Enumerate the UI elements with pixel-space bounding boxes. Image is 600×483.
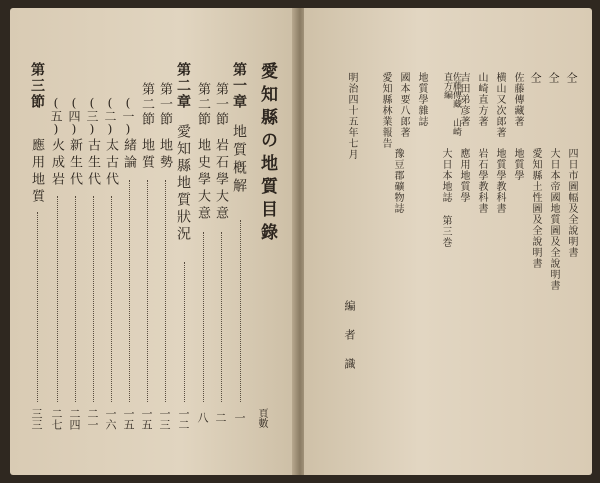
toc-entry-heading: 第二節: [139, 82, 154, 127]
toc-leader: [184, 262, 185, 402]
toc-entry-text: 地質: [139, 138, 154, 172]
toc-leader: [57, 196, 58, 402]
reference-author: 國本要八郎著: [398, 72, 409, 138]
toc-entry-heading: 第二節: [195, 82, 210, 127]
toc-leader: [75, 196, 76, 402]
toc-page-number: 二: [214, 412, 227, 423]
toc-entry-text: 緒論: [121, 138, 136, 172]
reference-author: 佐藤傳藏 山崎直方編: [442, 72, 461, 136]
toc-page-number: 一五: [122, 408, 135, 430]
reference-title: 地質學教科書: [494, 148, 505, 214]
toc-entry-text: 太古代: [103, 138, 118, 189]
toc-entry-text: 愛知縣地質狀況: [175, 124, 191, 243]
toc-leader: [37, 212, 38, 402]
ditto-mark: 仝: [547, 72, 560, 83]
toc-entry-text: 古生代: [85, 138, 100, 189]
toc-page-number: 二七: [50, 408, 63, 430]
toc-entry-heading: 第一節: [213, 82, 228, 127]
reference-title: 豫豆郡礦物誌: [392, 148, 403, 214]
toc-entry-heading: (四): [67, 96, 81, 136]
toc-leader: [240, 220, 241, 402]
reference-title: 四日市圖幅及全說明書: [566, 148, 577, 258]
editor-signature: 編者識: [343, 300, 356, 387]
ditto-mark: 仝: [565, 72, 578, 83]
toc-entry-text: 岩石學大意: [213, 138, 228, 223]
reference-author: 山崎直方著: [476, 72, 487, 127]
toc-entry-text: 火成岩: [49, 138, 64, 189]
toc-entry-heading: (五): [49, 96, 63, 136]
toc-entry-heading: 第一節: [157, 82, 172, 127]
toc-entry-heading: (三): [85, 96, 99, 136]
left-page: [10, 8, 296, 475]
toc-entry-heading: (二): [103, 96, 117, 136]
toc-page-number: 一五: [140, 408, 153, 430]
reference-title: 應用地質學: [458, 148, 469, 203]
toc-entry-text: 應用地質: [29, 138, 44, 206]
reference-title: 岩石學教科書: [476, 148, 487, 214]
reference-title: 愛知縣土性圖及全說明書: [530, 148, 541, 269]
toc-entry-heading: 第三節: [29, 62, 45, 110]
toc-entry-heading: (一): [121, 96, 135, 136]
reference-title: 地質學: [512, 148, 523, 181]
toc-leader: [111, 196, 112, 402]
reference-author: 愛知縣林業報告: [380, 72, 391, 149]
reference-author: 佐藤傳藏著: [512, 72, 523, 127]
toc-entry-heading: 第一章: [231, 62, 247, 110]
toc-entry-heading: 第二章: [175, 62, 191, 110]
toc-leader: [147, 180, 148, 402]
toc-entry-text: 地勢: [157, 138, 172, 172]
toc-leader: [203, 232, 204, 402]
toc-leader: [165, 180, 166, 402]
reference-author: 横山又次郎著: [494, 72, 505, 138]
toc-page-number: 二四: [68, 408, 81, 430]
publication-date: 明治四十五年七月: [346, 72, 357, 160]
toc-entry-text: 地質槪解: [231, 124, 247, 196]
toc-page-number: 一: [233, 412, 246, 423]
reference-title: 大日本地誌 第三巻: [440, 148, 451, 248]
toc-entry-text: 地史學大意: [195, 138, 210, 223]
toc-page-number: 一二: [177, 408, 190, 430]
toc-leader: [129, 180, 130, 402]
ditto-mark: 仝: [529, 72, 542, 83]
toc-title: 愛知縣の地質目錄: [257, 62, 277, 246]
toc-page-number: 一三: [158, 408, 171, 430]
reference-author: 地質學雜誌: [416, 72, 427, 127]
toc-page-number: 二一: [86, 408, 99, 430]
toc-page-number: 八: [196, 412, 209, 423]
toc-page-number: 三三: [30, 408, 43, 430]
toc-page-number: 一六: [104, 408, 117, 430]
toc-page-header: 頁數: [256, 408, 267, 428]
toc-leader: [221, 232, 222, 402]
reference-title: 大日本帝國地質圖及全說明書: [548, 148, 559, 291]
toc-entry-text: 新生代: [67, 138, 82, 189]
reference-author: 吉田弟彦著: [458, 72, 469, 127]
toc-leader: [93, 196, 94, 402]
